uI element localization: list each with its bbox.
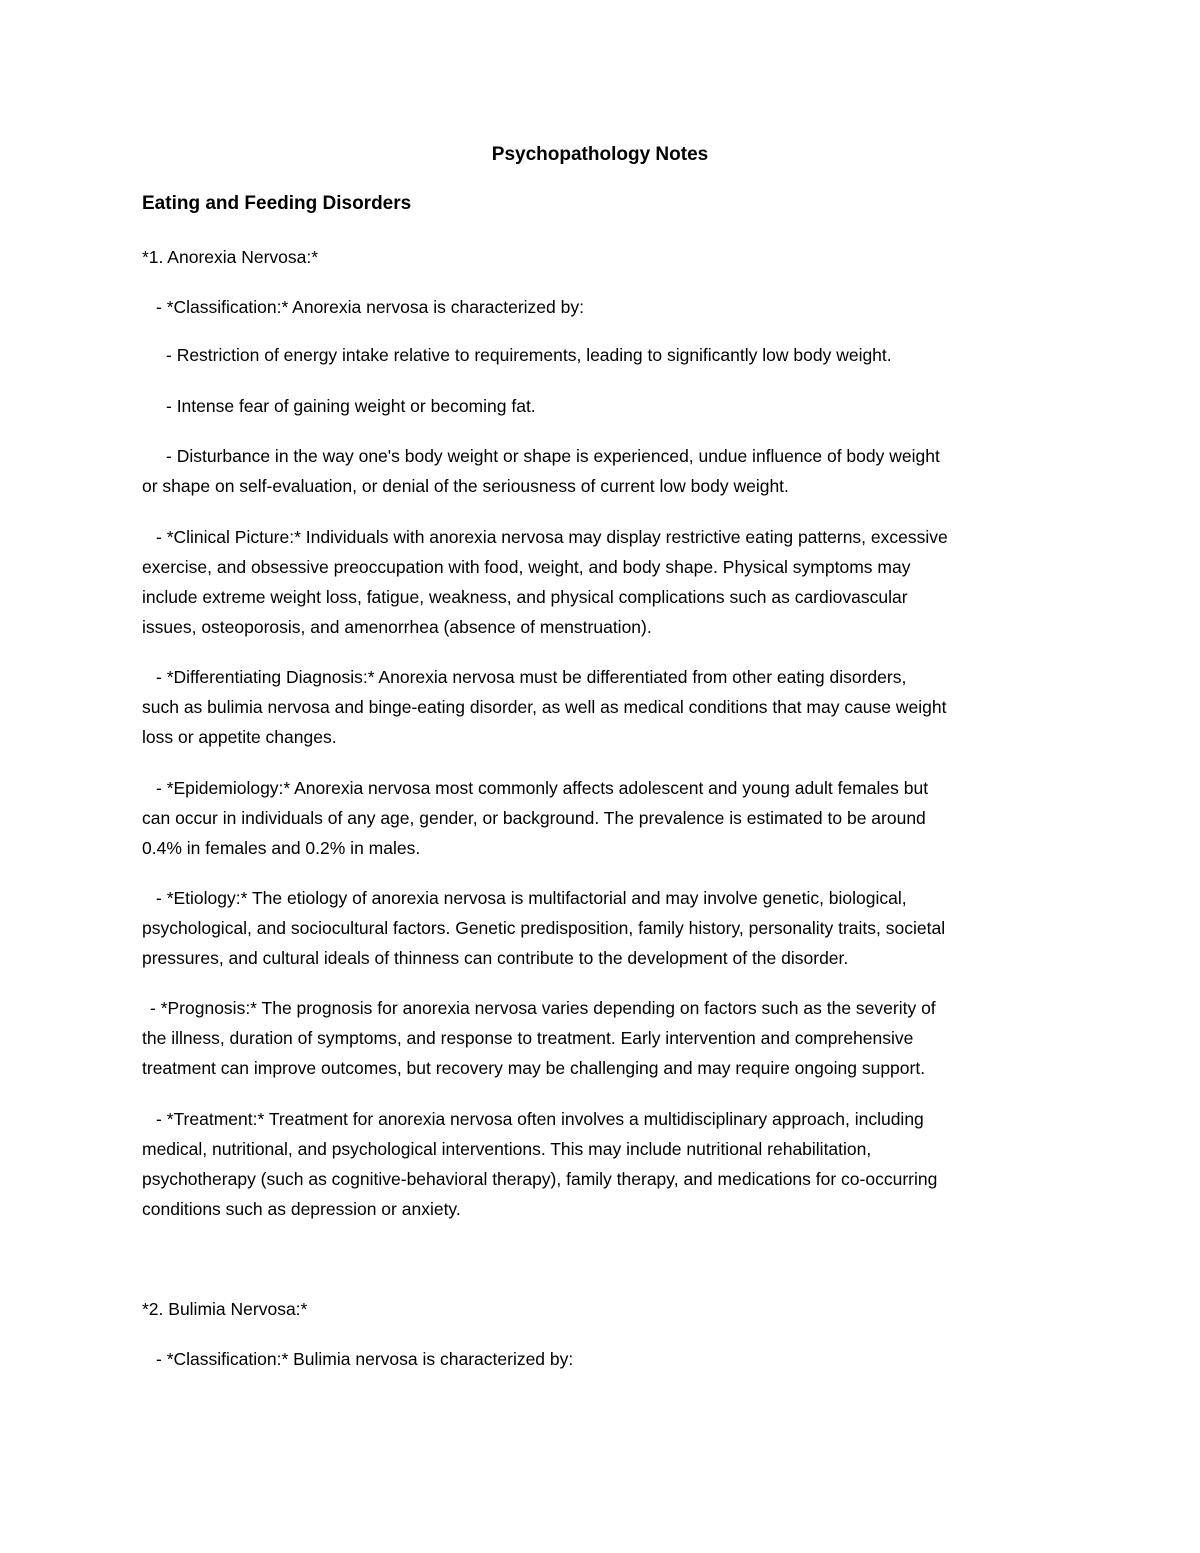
classification-criterion-2: - Intense fear of gaining weight or becoming fat. [166, 396, 536, 416]
epidemiology-line-1: - *Epidemiology:* Anorexia nervosa most commonly affects adolescent and young adult females but [156, 778, 929, 798]
clinical-picture-line-3: include extreme weight loss, fatigue, weakness, and physical complications such as cardiovascular [142, 587, 908, 607]
classification-criterion-3-cont: or shape on self-evaluation, or denial of the seriousness of current low body weight. [142, 476, 789, 496]
subsection-bulimia-heading: *2. Bulimia Nervosa:* [142, 1299, 308, 1319]
clinical-picture-line-2: exercise, and obsessive preoccupation with food, weight, and body shape. Physical symptoms may [142, 557, 911, 577]
treatment-line-1: - *Treatment:* Treatment for anorexia nervosa often involves a multidisciplinary approach, including [156, 1109, 924, 1129]
prognosis-line-2: the illness, duration of symptoms, and response to treatment. Early intervention and comprehensive [142, 1028, 914, 1048]
page-title: Psychopathology Notes [491, 144, 709, 165]
clinical-picture-line-1: - *Clinical Picture:* Individuals with anorexia nervosa may display restrictive eating patterns, excessive [156, 527, 948, 547]
prognosis-line-3: treatment can improve outcomes, but recovery may be challenging and may require ongoing support. [142, 1058, 926, 1078]
classification-criterion-3: - Disturbance in the way one's body weight or shape is experienced, undue influence of body weight [166, 446, 940, 466]
etiology-line-2: psychological, and sociocultural factors. Genetic predisposition, family history, personality traits, societal [142, 918, 946, 938]
differential-diagnosis-line-3: loss or appetite changes. [142, 727, 337, 747]
classification-criterion-1: - Restriction of energy intake relative to requirements, leading to significantly low body weight. [166, 345, 892, 365]
differential-diagnosis-line-2: such as bulimia nervosa and binge-eating disorder, as well as medical conditions that may cause weight [142, 697, 947, 717]
bulimia-classification-line: - *Classification:* Bulimia nervosa is characterized by: [156, 1349, 574, 1369]
epidemiology-line-3: 0.4% in females and 0.2% in males. [142, 838, 421, 858]
etiology-line-1: - *Etiology:* The etiology of anorexia nervosa is multifactorial and may involve genetic, biological, [156, 888, 907, 908]
epidemiology-line-2: can occur in individuals of any age, gender, or background. The prevalence is estimated to be around [142, 808, 926, 828]
etiology-line-3: pressures, and cultural ideals of thinness can contribute to the development of the disorder. [142, 948, 849, 968]
differential-diagnosis-line-1: - *Differentiating Diagnosis:* Anorexia nervosa must be differentiated from other eating disorders, [156, 667, 907, 687]
treatment-line-2: medical, nutritional, and psychological interventions. This may include nutritional rehabilitation, [142, 1139, 872, 1159]
subsection-anorexia-heading: *1. Anorexia Nervosa:* [142, 247, 319, 267]
treatment-line-3: psychotherapy (such as cognitive-behavioral therapy), family therapy, and medications for co-occurring [142, 1169, 938, 1189]
anorexia-classification-line: - *Classification:* Anorexia nervosa is characterized by: [156, 297, 584, 317]
section-heading: Eating and Feeding Disorders [142, 193, 412, 214]
treatment-line-4: conditions such as depression or anxiety. [142, 1199, 461, 1219]
clinical-picture-line-4: issues, osteoporosis, and amenorrhea (absence of menstruation). [142, 617, 652, 637]
prognosis-line-1: - *Prognosis:* The prognosis for anorexia nervosa varies depending on factors such as the severity of [150, 998, 936, 1018]
